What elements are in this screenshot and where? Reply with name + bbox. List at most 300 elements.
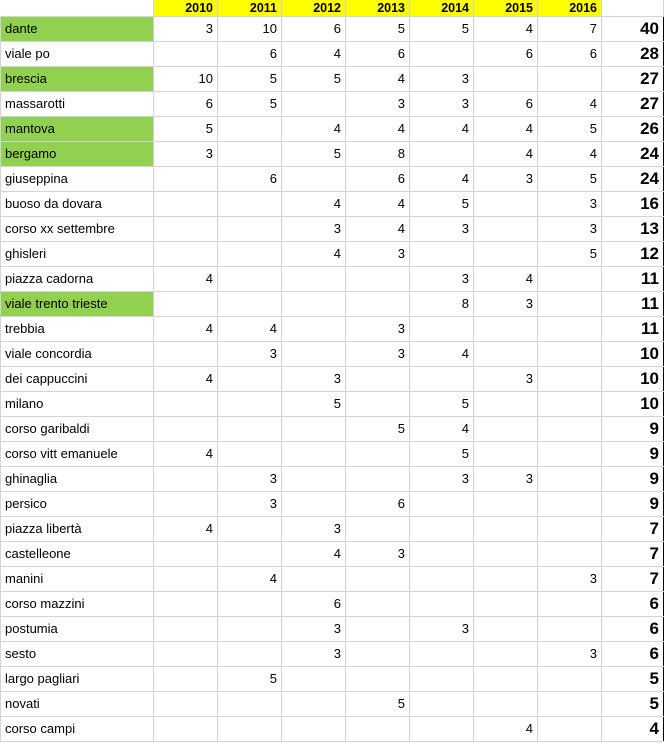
year-value-cell[interactable] xyxy=(282,292,346,317)
year-value-cell[interactable]: 5 xyxy=(538,242,602,267)
year-value-cell[interactable]: 6 xyxy=(218,42,282,67)
year-value-cell[interactable]: 6 xyxy=(474,92,538,117)
year-value-cell[interactable] xyxy=(218,392,282,417)
year-value-cell[interactable]: 6 xyxy=(154,92,218,117)
year-value-cell[interactable]: 3 xyxy=(154,142,218,167)
year-header-cell[interactable]: 2010 xyxy=(154,0,218,17)
year-value-cell[interactable]: 6 xyxy=(218,167,282,192)
year-value-cell[interactable] xyxy=(282,692,346,717)
year-value-cell[interactable] xyxy=(346,467,410,492)
year-value-cell[interactable] xyxy=(538,592,602,617)
street-name-cell[interactable]: mantova xyxy=(1,117,154,142)
year-value-cell[interactable]: 4 xyxy=(474,17,538,42)
total-cell[interactable]: 12 xyxy=(602,242,664,267)
year-value-cell[interactable] xyxy=(346,292,410,317)
year-value-cell[interactable] xyxy=(410,592,474,617)
year-value-cell[interactable]: 10 xyxy=(154,67,218,92)
total-cell[interactable]: 7 xyxy=(602,517,664,542)
street-name-cell[interactable]: piazza cadorna xyxy=(1,267,154,292)
year-value-cell[interactable] xyxy=(410,567,474,592)
table-row xyxy=(1,417,664,442)
year-value-cell[interactable] xyxy=(218,367,282,392)
year-value-cell[interactable]: 3 xyxy=(346,542,410,567)
year-value-cell[interactable]: 4 xyxy=(154,367,218,392)
year-value-cell[interactable]: 3 xyxy=(154,17,218,42)
year-value-cell[interactable] xyxy=(346,617,410,642)
year-value-cell[interactable]: 6 xyxy=(538,42,602,67)
year-value-cell[interactable]: 4 xyxy=(282,192,346,217)
year-value-cell[interactable]: 4 xyxy=(346,67,410,92)
year-value-cell[interactable] xyxy=(410,717,474,742)
street-name-cell[interactable]: ghisleri xyxy=(1,242,154,267)
year-value-cell[interactable] xyxy=(474,567,538,592)
year-value-cell[interactable] xyxy=(282,317,346,342)
street-name-cell[interactable]: manini xyxy=(1,567,154,592)
year-value-cell[interactable]: 4 xyxy=(282,117,346,142)
year-value-cell[interactable] xyxy=(346,517,410,542)
year-value-cell[interactable] xyxy=(346,442,410,467)
year-value-cell[interactable]: 5 xyxy=(410,17,474,42)
year-value-cell[interactable] xyxy=(154,617,218,642)
table-row xyxy=(1,342,664,367)
year-value-cell[interactable] xyxy=(410,492,474,517)
year-value-cell[interactable]: 4 xyxy=(218,317,282,342)
total-cell[interactable]: 10 xyxy=(602,367,664,392)
total-cell[interactable]: 9 xyxy=(602,442,664,467)
year-value-cell[interactable]: 4 xyxy=(410,117,474,142)
total-cell[interactable]: 28 xyxy=(602,42,664,67)
street-name-cell[interactable]: dei cappuccini xyxy=(1,367,154,392)
year-value-cell[interactable] xyxy=(538,467,602,492)
year-value-cell[interactable]: 3 xyxy=(410,267,474,292)
year-value-cell[interactable] xyxy=(282,167,346,192)
year-value-cell[interactable] xyxy=(218,267,282,292)
table-row xyxy=(1,267,664,292)
year-value-cell[interactable]: 4 xyxy=(346,217,410,242)
table-row xyxy=(1,717,664,742)
total-cell[interactable]: 11 xyxy=(602,292,664,317)
total-cell[interactable]: 6 xyxy=(602,592,664,617)
total-cell[interactable]: 10 xyxy=(602,342,664,367)
street-name-cell[interactable]: postumia xyxy=(1,617,154,642)
total-cell[interactable]: 4 xyxy=(602,717,664,742)
header-corner-cell[interactable] xyxy=(1,0,154,17)
year-value-cell[interactable]: 3 xyxy=(410,617,474,642)
year-value-cell[interactable] xyxy=(538,717,602,742)
year-value-cell[interactable] xyxy=(346,642,410,667)
year-value-cell[interactable] xyxy=(538,317,602,342)
year-value-cell[interactable] xyxy=(538,667,602,692)
table-row xyxy=(1,242,664,267)
year-value-cell[interactable] xyxy=(154,542,218,567)
year-value-cell[interactable]: 5 xyxy=(218,67,282,92)
year-value-cell[interactable]: 5 xyxy=(410,192,474,217)
year-value-cell[interactable] xyxy=(154,217,218,242)
year-value-cell[interactable] xyxy=(346,267,410,292)
year-value-cell[interactable] xyxy=(154,292,218,317)
year-value-cell[interactable] xyxy=(474,242,538,267)
year-value-cell[interactable]: 4 xyxy=(474,717,538,742)
total-cell[interactable]: 26 xyxy=(602,117,664,142)
year-value-cell[interactable]: 3 xyxy=(282,367,346,392)
year-value-cell[interactable] xyxy=(154,42,218,67)
year-value-cell[interactable] xyxy=(474,692,538,717)
year-value-cell[interactable]: 5 xyxy=(218,92,282,117)
year-value-cell[interactable] xyxy=(218,542,282,567)
year-value-cell[interactable] xyxy=(154,717,218,742)
year-value-cell[interactable]: 5 xyxy=(282,392,346,417)
year-value-cell[interactable]: 5 xyxy=(538,117,602,142)
total-cell[interactable]: 16 xyxy=(602,192,664,217)
year-value-cell[interactable] xyxy=(154,592,218,617)
year-value-cell[interactable] xyxy=(538,392,602,417)
table-row xyxy=(1,442,664,467)
total-cell[interactable]: 5 xyxy=(602,667,664,692)
table-row xyxy=(1,17,664,42)
street-name-cell[interactable]: giuseppina xyxy=(1,167,154,192)
total-cell[interactable]: 27 xyxy=(602,92,664,117)
street-name-cell[interactable]: viale concordia xyxy=(1,342,154,367)
year-value-cell[interactable]: 5 xyxy=(346,692,410,717)
year-value-cell[interactable]: 3 xyxy=(282,617,346,642)
year-value-cell[interactable] xyxy=(474,617,538,642)
table-body xyxy=(1,17,664,742)
table-row xyxy=(1,192,664,217)
year-value-cell[interactable]: 3 xyxy=(474,292,538,317)
year-value-cell[interactable] xyxy=(154,567,218,592)
street-name-cell[interactable]: sesto xyxy=(1,642,154,667)
year-value-cell[interactable] xyxy=(474,417,538,442)
year-value-cell[interactable]: 4 xyxy=(154,267,218,292)
year-value-cell[interactable]: 4 xyxy=(410,342,474,367)
year-value-cell[interactable] xyxy=(474,192,538,217)
year-value-cell[interactable]: 3 xyxy=(538,642,602,667)
table-row xyxy=(1,642,664,667)
year-value-cell[interactable]: 4 xyxy=(154,442,218,467)
table-row xyxy=(1,467,664,492)
header-row xyxy=(1,0,664,17)
table-row xyxy=(1,492,664,517)
year-value-cell[interactable] xyxy=(410,42,474,67)
year-value-cell[interactable]: 5 xyxy=(154,117,218,142)
year-value-cell[interactable]: 6 xyxy=(282,592,346,617)
year-value-cell[interactable] xyxy=(538,617,602,642)
table-row xyxy=(1,392,664,417)
year-value-cell[interactable] xyxy=(154,492,218,517)
year-value-cell[interactable]: 3 xyxy=(410,92,474,117)
total-cell[interactable]: 10 xyxy=(602,392,664,417)
year-value-cell[interactable]: 3 xyxy=(218,467,282,492)
year-value-cell[interactable] xyxy=(474,492,538,517)
year-value-cell[interactable]: 3 xyxy=(474,467,538,492)
total-cell[interactable]: 5 xyxy=(602,692,664,717)
street-name-cell[interactable]: dante xyxy=(1,17,154,42)
year-value-cell[interactable] xyxy=(346,717,410,742)
table-row xyxy=(1,67,664,92)
year-value-cell[interactable]: 4 xyxy=(218,567,282,592)
street-name-cell[interactable]: persico xyxy=(1,492,154,517)
year-value-cell[interactable] xyxy=(154,392,218,417)
year-header-cell[interactable]: 2013 xyxy=(346,0,410,17)
year-value-cell[interactable]: 6 xyxy=(346,492,410,517)
total-cell[interactable]: 9 xyxy=(602,492,664,517)
year-value-cell[interactable]: 3 xyxy=(474,367,538,392)
year-value-cell[interactable] xyxy=(538,492,602,517)
year-value-cell[interactable]: 5 xyxy=(346,417,410,442)
year-value-cell[interactable]: 3 xyxy=(538,217,602,242)
year-value-cell[interactable] xyxy=(282,267,346,292)
year-value-cell[interactable] xyxy=(410,542,474,567)
year-value-cell[interactable] xyxy=(474,592,538,617)
year-value-cell[interactable] xyxy=(218,692,282,717)
year-value-cell[interactable]: 3 xyxy=(474,167,538,192)
total-cell[interactable]: 7 xyxy=(602,542,664,567)
year-header-cell[interactable]: 2015 xyxy=(474,0,538,17)
year-value-cell[interactable] xyxy=(282,567,346,592)
year-value-cell[interactable]: 4 xyxy=(154,317,218,342)
table-row xyxy=(1,117,664,142)
year-value-cell[interactable]: 3 xyxy=(282,517,346,542)
total-cell[interactable]: 11 xyxy=(602,317,664,342)
street-name-cell[interactable]: massarotti xyxy=(1,92,154,117)
year-value-cell[interactable] xyxy=(218,442,282,467)
year-value-cell[interactable]: 3 xyxy=(346,92,410,117)
street-name-cell[interactable]: corso campi xyxy=(1,717,154,742)
year-value-cell[interactable] xyxy=(346,567,410,592)
table-row xyxy=(1,567,664,592)
table-row xyxy=(1,542,664,567)
year-value-cell[interactable] xyxy=(218,217,282,242)
table-row xyxy=(1,142,664,167)
year-value-cell[interactable]: 3 xyxy=(346,342,410,367)
year-value-cell[interactable] xyxy=(474,67,538,92)
year-value-cell[interactable]: 6 xyxy=(346,42,410,67)
table-row xyxy=(1,42,664,67)
year-value-cell[interactable] xyxy=(474,517,538,542)
year-value-cell[interactable] xyxy=(410,642,474,667)
street-name-cell[interactable]: milano xyxy=(1,392,154,417)
year-value-cell[interactable] xyxy=(218,642,282,667)
year-value-cell[interactable] xyxy=(538,442,602,467)
street-name-cell[interactable]: novati xyxy=(1,692,154,717)
total-cell[interactable]: 6 xyxy=(602,642,664,667)
total-cell[interactable]: 27 xyxy=(602,67,664,92)
total-cell[interactable]: 40 xyxy=(602,17,664,42)
year-value-cell[interactable] xyxy=(474,342,538,367)
year-value-cell[interactable]: 4 xyxy=(410,167,474,192)
year-value-cell[interactable] xyxy=(410,692,474,717)
year-value-cell[interactable] xyxy=(346,392,410,417)
total-cell[interactable]: 11 xyxy=(602,267,664,292)
year-value-cell[interactable] xyxy=(218,417,282,442)
year-value-cell[interactable] xyxy=(218,592,282,617)
year-value-cell[interactable] xyxy=(282,492,346,517)
year-value-cell[interactable]: 7 xyxy=(538,17,602,42)
year-value-cell[interactable] xyxy=(218,517,282,542)
year-value-cell[interactable] xyxy=(538,367,602,392)
year-value-cell[interactable] xyxy=(410,667,474,692)
year-value-cell[interactable] xyxy=(282,467,346,492)
year-value-cell[interactable] xyxy=(474,217,538,242)
year-value-cell[interactable] xyxy=(410,242,474,267)
year-header-cell[interactable]: 2011 xyxy=(218,0,282,17)
year-value-cell[interactable] xyxy=(474,667,538,692)
total-cell[interactable]: 7 xyxy=(602,567,664,592)
year-value-cell[interactable]: 4 xyxy=(282,242,346,267)
year-value-cell[interactable]: 4 xyxy=(282,542,346,567)
year-value-cell[interactable]: 3 xyxy=(410,467,474,492)
year-value-cell[interactable] xyxy=(346,367,410,392)
street-name-cell[interactable]: corso mazzini xyxy=(1,592,154,617)
year-value-cell[interactable]: 6 xyxy=(474,42,538,67)
year-value-cell[interactable] xyxy=(410,517,474,542)
total-cell[interactable]: 13 xyxy=(602,217,664,242)
year-value-cell[interactable]: 5 xyxy=(282,67,346,92)
year-value-cell[interactable]: 5 xyxy=(538,167,602,192)
year-value-cell[interactable]: 4 xyxy=(346,192,410,217)
year-value-cell[interactable]: 8 xyxy=(410,292,474,317)
year-value-cell[interactable]: 10 xyxy=(218,17,282,42)
year-value-cell[interactable]: 4 xyxy=(410,417,474,442)
year-value-cell[interactable] xyxy=(154,642,218,667)
year-value-cell[interactable]: 6 xyxy=(282,17,346,42)
table-row xyxy=(1,692,664,717)
year-value-cell[interactable] xyxy=(154,167,218,192)
year-value-cell[interactable] xyxy=(538,267,602,292)
year-value-cell[interactable]: 4 xyxy=(474,142,538,167)
year-header-cell[interactable]: 2014 xyxy=(410,0,474,17)
year-value-cell[interactable]: 4 xyxy=(538,142,602,167)
year-value-cell[interactable]: 3 xyxy=(538,567,602,592)
year-value-cell[interactable] xyxy=(282,717,346,742)
total-cell[interactable]: 6 xyxy=(602,617,664,642)
year-value-cell[interactable] xyxy=(154,692,218,717)
street-name-cell[interactable]: viale trento trieste xyxy=(1,292,154,317)
year-value-cell[interactable] xyxy=(218,292,282,317)
street-name-cell[interactable]: buoso da dovara xyxy=(1,192,154,217)
street-name-cell[interactable]: castelleone xyxy=(1,542,154,567)
table-row xyxy=(1,617,664,642)
year-value-cell[interactable] xyxy=(538,542,602,567)
year-value-cell[interactable] xyxy=(538,292,602,317)
year-value-cell[interactable] xyxy=(154,342,218,367)
year-value-cell[interactable]: 4 xyxy=(282,42,346,67)
year-value-cell[interactable]: 3 xyxy=(410,217,474,242)
year-value-cell[interactable] xyxy=(346,592,410,617)
year-value-cell[interactable] xyxy=(154,242,218,267)
year-value-cell[interactable] xyxy=(538,342,602,367)
table-row xyxy=(1,592,664,617)
street-name-cell[interactable]: trebbia xyxy=(1,317,154,342)
street-name-cell[interactable]: ghinaglia xyxy=(1,467,154,492)
year-value-cell[interactable]: 4 xyxy=(154,517,218,542)
total-cell[interactable]: 9 xyxy=(602,467,664,492)
total-header-cell[interactable] xyxy=(602,0,664,17)
total-cell[interactable]: 24 xyxy=(602,167,664,192)
table-row xyxy=(1,317,664,342)
year-value-cell[interactable] xyxy=(410,317,474,342)
year-value-cell[interactable]: 3 xyxy=(218,342,282,367)
year-value-cell[interactable]: 8 xyxy=(346,142,410,167)
year-value-cell[interactable] xyxy=(538,417,602,442)
year-value-cell[interactable]: 3 xyxy=(282,217,346,242)
year-value-cell[interactable] xyxy=(282,417,346,442)
table-row xyxy=(1,517,664,542)
street-name-cell[interactable]: viale po xyxy=(1,42,154,67)
year-value-cell[interactable] xyxy=(282,667,346,692)
total-cell[interactable]: 24 xyxy=(602,142,664,167)
year-value-cell[interactable] xyxy=(474,392,538,417)
table-row xyxy=(1,92,664,117)
street-name-cell[interactable]: corso garibaldi xyxy=(1,417,154,442)
year-value-cell[interactable] xyxy=(282,442,346,467)
year-value-cell[interactable] xyxy=(538,692,602,717)
year-value-cell[interactable]: 3 xyxy=(218,492,282,517)
year-value-cell[interactable] xyxy=(218,142,282,167)
year-value-cell[interactable] xyxy=(282,342,346,367)
year-value-cell[interactable] xyxy=(218,617,282,642)
year-value-cell[interactable] xyxy=(538,517,602,542)
table-row xyxy=(1,367,664,392)
street-name-cell[interactable]: brescia xyxy=(1,67,154,92)
year-value-cell[interactable] xyxy=(346,667,410,692)
table-row xyxy=(1,292,664,317)
year-value-cell[interactable] xyxy=(474,317,538,342)
year-value-cell[interactable] xyxy=(218,117,282,142)
year-value-cell[interactable] xyxy=(218,242,282,267)
year-value-cell[interactable]: 4 xyxy=(474,267,538,292)
year-value-cell[interactable]: 5 xyxy=(410,442,474,467)
year-value-cell[interactable]: 3 xyxy=(538,192,602,217)
year-value-cell[interactable]: 5 xyxy=(282,142,346,167)
year-value-cell[interactable] xyxy=(474,442,538,467)
year-value-cell[interactable]: 4 xyxy=(538,92,602,117)
year-value-cell[interactable] xyxy=(474,642,538,667)
street-name-cell[interactable]: bergamo xyxy=(1,142,154,167)
year-value-cell[interactable] xyxy=(474,542,538,567)
year-value-cell[interactable] xyxy=(282,92,346,117)
year-value-cell[interactable] xyxy=(538,67,602,92)
year-value-cell[interactable] xyxy=(154,667,218,692)
year-value-cell[interactable]: 3 xyxy=(410,67,474,92)
year-value-cell[interactable]: 3 xyxy=(282,642,346,667)
year-value-cell[interactable] xyxy=(410,142,474,167)
table-row xyxy=(1,217,664,242)
table-row xyxy=(1,167,664,192)
year-value-cell[interactable] xyxy=(410,367,474,392)
year-value-cell[interactable]: 5 xyxy=(346,17,410,42)
street-name-cell[interactable]: piazza libertà xyxy=(1,517,154,542)
year-value-cell[interactable] xyxy=(154,467,218,492)
year-value-cell[interactable]: 3 xyxy=(346,317,410,342)
year-value-cell[interactable] xyxy=(154,417,218,442)
year-value-cell[interactable] xyxy=(218,192,282,217)
year-header-cell[interactable]: 2012 xyxy=(282,0,346,17)
street-name-cell[interactable]: corso vitt emanuele xyxy=(1,442,154,467)
year-header-cell[interactable]: 2016 xyxy=(538,0,602,17)
year-value-cell[interactable]: 6 xyxy=(346,167,410,192)
year-value-cell[interactable]: 5 xyxy=(218,667,282,692)
year-value-cell[interactable]: 5 xyxy=(410,392,474,417)
total-cell[interactable]: 9 xyxy=(602,417,664,442)
year-value-cell[interactable]: 4 xyxy=(346,117,410,142)
street-name-cell[interactable]: largo pagliari xyxy=(1,667,154,692)
year-value-cell[interactable] xyxy=(154,192,218,217)
year-value-cell[interactable]: 3 xyxy=(346,242,410,267)
year-value-cell[interactable] xyxy=(218,717,282,742)
year-value-cell[interactable]: 4 xyxy=(474,117,538,142)
street-name-cell[interactable]: corso xx settembre xyxy=(1,217,154,242)
